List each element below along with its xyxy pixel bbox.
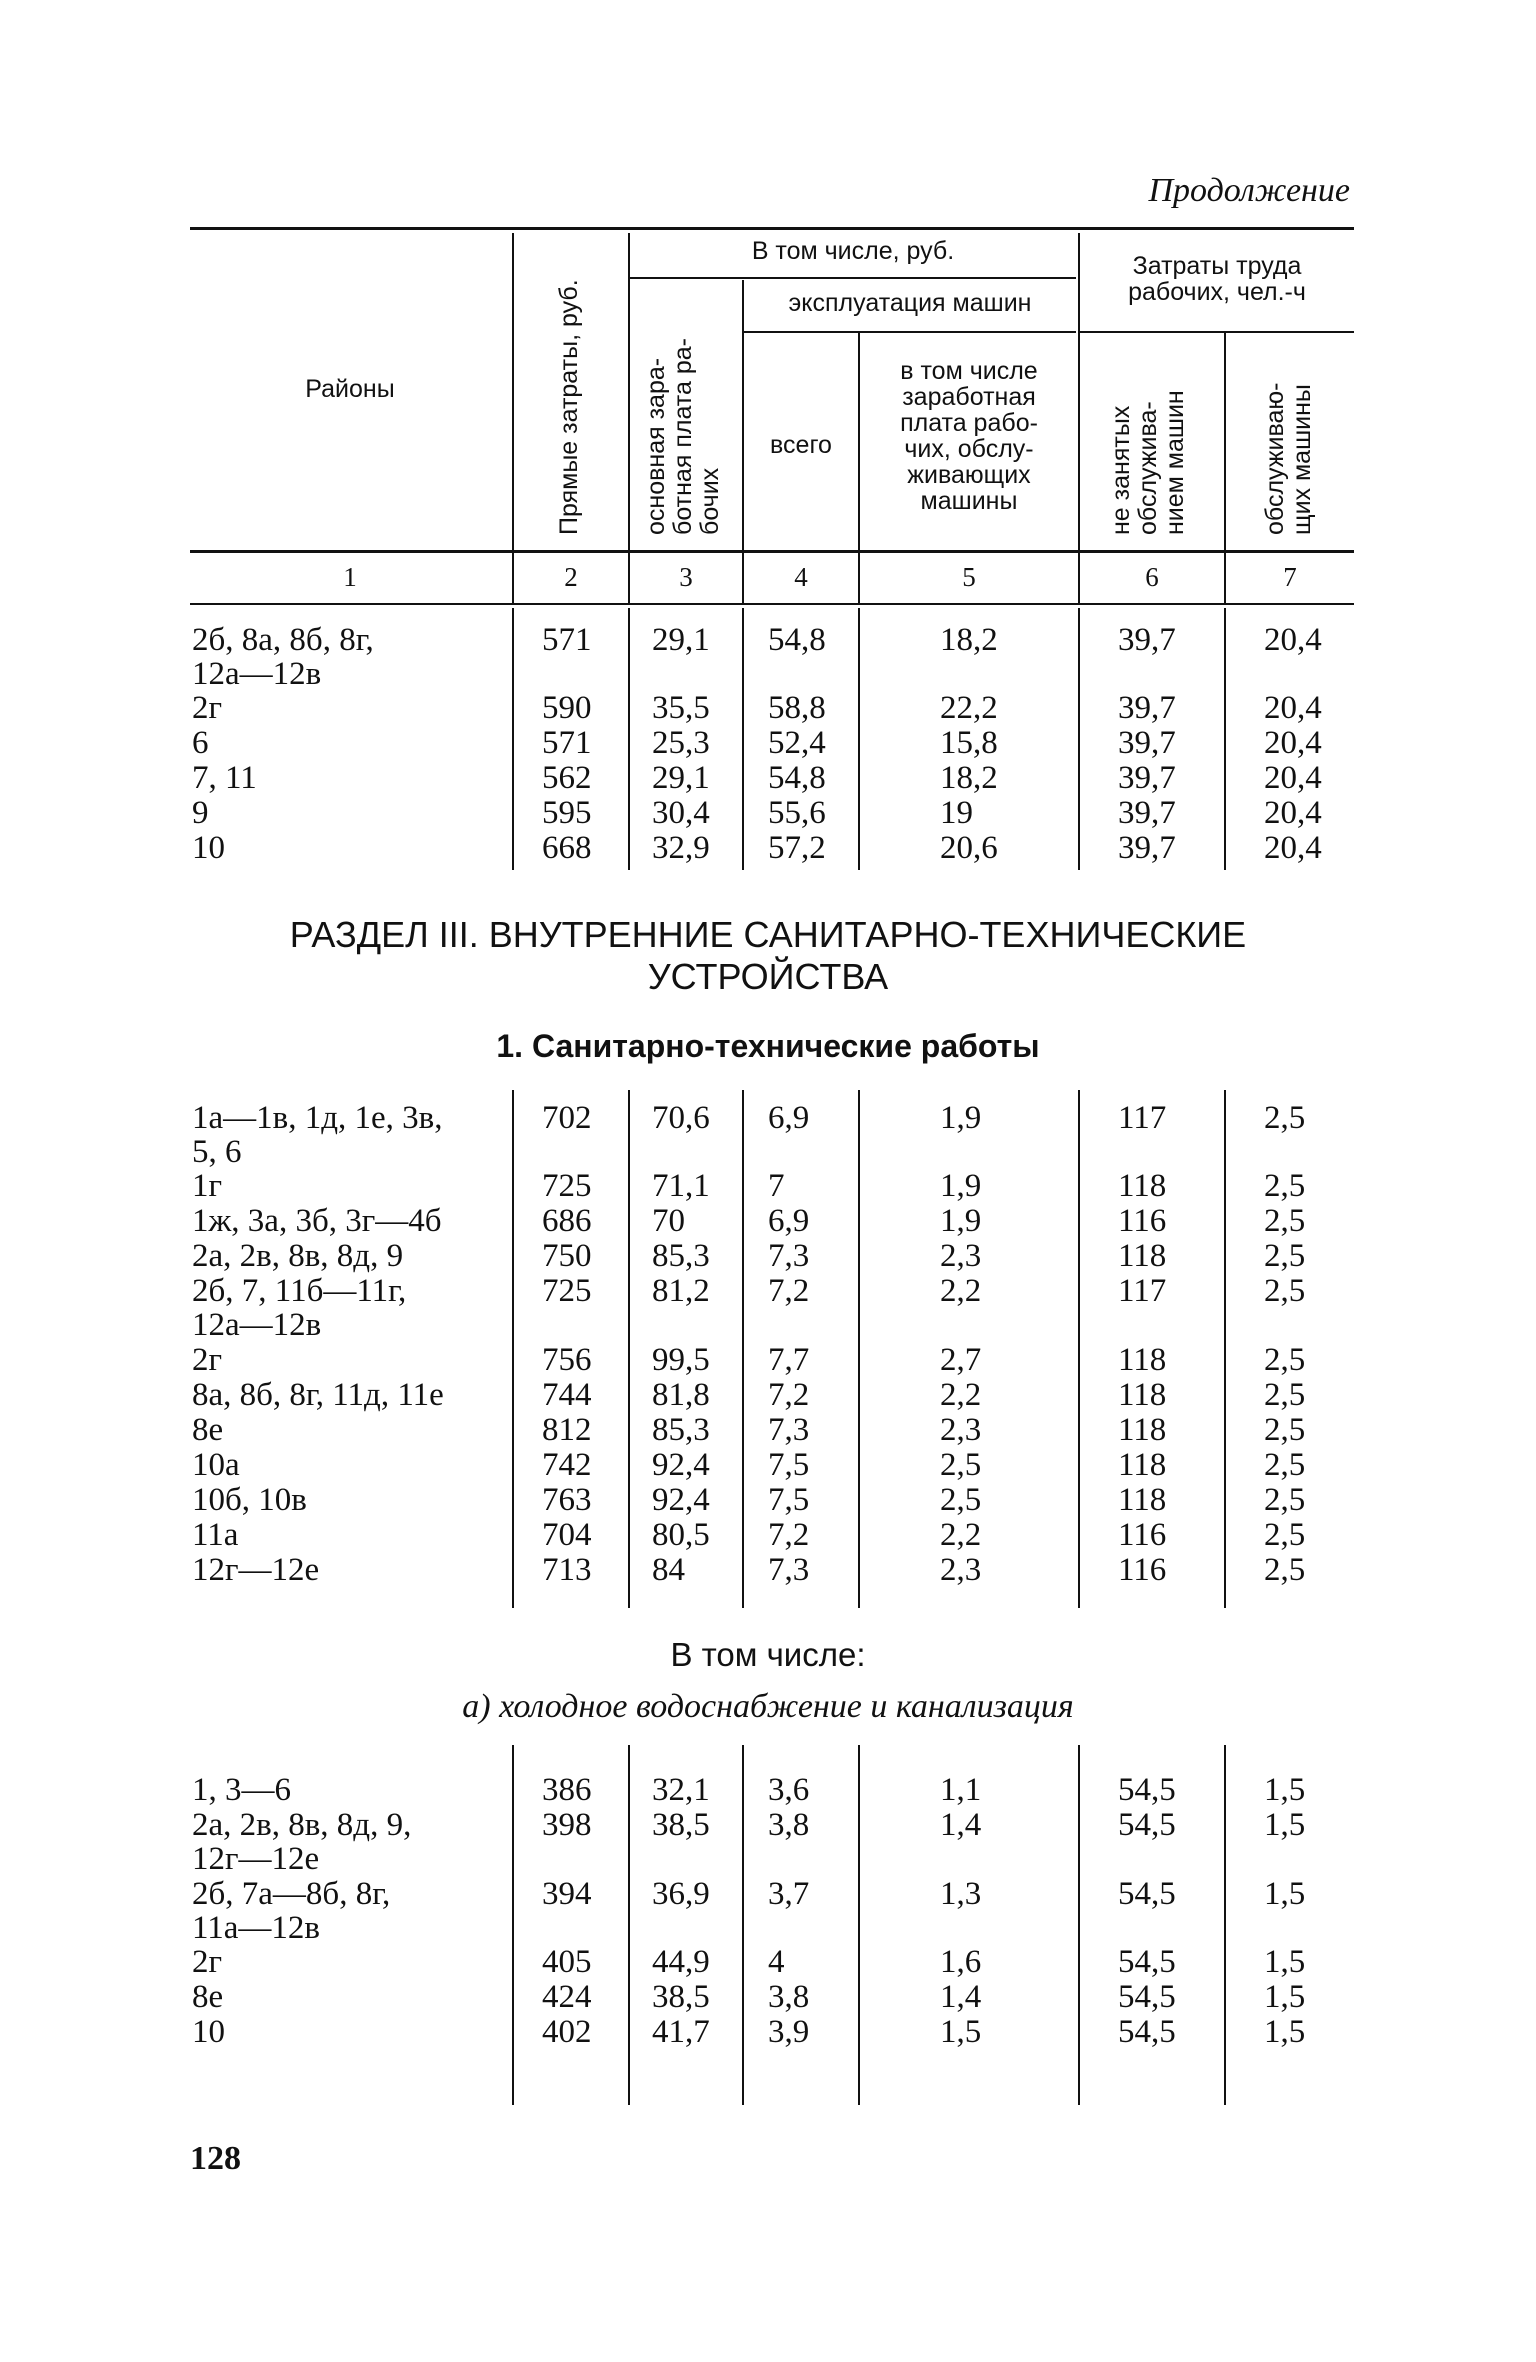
region-cell: 8а, 8б, 8г, 11д, 11е [192,1377,444,1413]
value-cell: 3,6 [768,1772,810,1808]
value-cell: 2,5 [1264,1168,1306,1204]
table-row [0,1979,1536,2015]
value-cell: 32,9 [652,830,710,866]
value-cell: 3,8 [768,1979,810,2015]
value-cell: 54,5 [1118,1979,1176,2015]
value-cell: 7,2 [768,1273,810,1309]
value-cell: 1,3 [940,1876,982,1912]
region-cell: 2б, 7, 11б—11г, [192,1273,407,1309]
value-cell: 39,7 [1118,725,1176,761]
region-cell: 2б, 7а—8б, 8г, [192,1876,391,1912]
value-cell: 20,4 [1264,690,1322,726]
value-cell: 22,2 [940,690,998,726]
colnum-6: 6 [1145,562,1159,592]
region-cell: 10 [192,2014,225,2050]
value-cell: 41,7 [652,2014,710,2050]
region-cell: 8е [192,1979,224,2015]
continuation-label: Продолжение [1148,172,1350,209]
value-cell: 36,9 [652,1876,710,1912]
value-cell: 2,2 [940,1273,982,1309]
value-cell: 1,5 [1264,1807,1306,1843]
region-cell: 6 [192,725,209,761]
value-cell: 39,7 [1118,760,1176,796]
value-cell: 2,7 [940,1342,982,1378]
value-cell: 25,3 [652,725,710,761]
value-cell: 55,6 [768,795,826,831]
table-row [0,1552,1536,1588]
table-row [0,1342,1536,1378]
value-cell: 750 [542,1238,592,1274]
value-cell: 590 [542,690,592,726]
region-cell: 2а, 2в, 8в, 8д, 9 [192,1238,404,1274]
table-row [0,1944,1536,1980]
value-cell: 2,5 [1264,1203,1306,1239]
value-cell: 1,5 [1264,1944,1306,1980]
value-cell: 1,5 [1264,2014,1306,2050]
value-cell: 2,2 [940,1517,982,1553]
header-not-serving: не занятых обслужива- нием машин [1107,390,1189,535]
value-cell: 39,7 [1118,622,1176,658]
region-cell: 12а—12в [192,1307,322,1343]
table-row [0,1807,1536,1843]
value-cell: 54,5 [1118,1944,1176,1980]
table-row-cont [0,1307,1536,1343]
value-cell: 1,4 [940,1979,982,2015]
value-cell: 1,4 [940,1807,982,1843]
value-cell: 118 [1118,1447,1167,1483]
region-cell: 12г—12е [192,1552,320,1588]
region-cell: 10 [192,830,225,866]
value-cell: 7,3 [768,1412,810,1448]
value-cell: 2,5 [1264,1377,1306,1413]
value-cell: 29,1 [652,760,710,796]
table-row [0,1377,1536,1413]
value-cell: 2,2 [940,1377,982,1413]
table-row [0,622,1536,658]
value-cell: 118 [1118,1412,1167,1448]
value-cell: 118 [1118,1238,1167,1274]
value-cell: 38,5 [652,1979,710,2015]
table-row-cont [0,1910,1536,1946]
value-cell: 1,5 [1264,1772,1306,1808]
value-cell: 562 [542,760,592,796]
value-cell: 704 [542,1517,592,1553]
value-cell: 2,5 [1264,1517,1306,1553]
value-cell: 54,8 [768,760,826,796]
value-cell: 15,8 [940,725,998,761]
value-cell: 52,4 [768,725,826,761]
region-cell: 9 [192,795,209,831]
region-cell: 2а, 2в, 8в, 8д, 9, [192,1807,412,1843]
value-cell: 2,5 [1264,1100,1306,1136]
value-cell: 54,5 [1118,1772,1176,1808]
value-cell: 116 [1118,1552,1167,1588]
header-labor-costs: Затраты труда рабочих, чел.-ч [1128,252,1306,306]
value-cell: 81,8 [652,1377,710,1413]
value-cell: 20,4 [1264,795,1322,831]
table-row [0,1100,1536,1136]
value-cell: 394 [542,1876,592,1912]
colnum-7: 7 [1283,562,1297,592]
value-cell: 57,2 [768,830,826,866]
value-cell: 117 [1118,1273,1167,1309]
table-row [0,2014,1536,2050]
value-cell: 118 [1118,1168,1167,1204]
value-cell: 1,6 [940,1944,982,1980]
region-cell: 2г [192,1342,223,1378]
value-cell: 2,5 [1264,1238,1306,1274]
including-rule [630,277,1076,279]
value-cell: 80,5 [652,1517,710,1553]
region-cell: 2г [192,1944,223,1980]
value-cell: 2,5 [940,1447,982,1483]
table-row [0,1238,1536,1274]
value-cell: 20,4 [1264,725,1322,761]
value-cell: 2,3 [940,1412,982,1448]
value-cell: 85,3 [652,1412,710,1448]
table-row [0,830,1536,866]
value-cell: 29,1 [652,622,710,658]
subsection-a-title: а) холодное водоснабжение и канализация [462,1688,1074,1725]
value-cell: 6,9 [768,1100,810,1136]
value-cell: 92,4 [652,1447,710,1483]
region-cell: 12г—12е [192,1841,320,1877]
value-cell: 32,1 [652,1772,710,1808]
value-cell: 424 [542,1979,592,2015]
value-cell: 20,6 [940,830,998,866]
region-cell: 8е [192,1412,224,1448]
value-cell: 99,5 [652,1342,710,1378]
subsection-title: 1. Санитарно-технические работы [496,1028,1040,1064]
section-title-line-1: РАЗДЕЛ III. ВНУТРЕННИЕ САНИТАРНО-ТЕХНИЧЕСКИЕ [289,914,1247,955]
region-cell: 5, 6 [192,1134,242,1170]
value-cell: 116 [1118,1517,1167,1553]
value-cell: 7 [768,1168,785,1204]
value-cell: 7,5 [768,1482,810,1518]
region-cell: 11а [192,1517,239,1553]
value-cell: 2,5 [1264,1482,1306,1518]
value-cell: 71,1 [652,1168,710,1204]
region-cell: 10а [192,1447,240,1483]
region-cell: 1г [192,1168,223,1204]
header-vline-1 [512,233,514,603]
colnum-4: 4 [794,562,808,592]
value-cell: 2,3 [940,1238,982,1274]
value-cell: 1,9 [940,1100,982,1136]
table-row [0,760,1536,796]
header-base-wages: основная зара- ботная плата ра- бочих [642,338,724,535]
table-row [0,1447,1536,1483]
value-cell: 84 [652,1552,685,1588]
table-row-cont [0,656,1536,692]
value-cell: 1,5 [1264,1876,1306,1912]
value-cell: 6,9 [768,1203,810,1239]
value-cell: 18,2 [940,622,998,658]
table-row [0,1772,1536,1808]
value-cell: 7,3 [768,1238,810,1274]
value-cell: 118 [1118,1377,1167,1413]
table-row [0,1876,1536,1912]
header-including-rub: В том числе, руб. [751,237,955,265]
page-number: 128 [190,2140,241,2177]
value-cell: 398 [542,1807,592,1843]
region-cell: 12а—12в [192,656,322,692]
colnum-3: 3 [679,562,693,592]
value-cell: 2,5 [1264,1412,1306,1448]
table-row [0,1482,1536,1518]
section-title-line-2: УСТРОЙСТВА [647,956,889,997]
value-cell: 571 [542,725,592,761]
value-cell: 54,5 [1118,1807,1176,1843]
value-cell: 595 [542,795,592,831]
value-cell: 3,7 [768,1876,810,1912]
table-row [0,1517,1536,1553]
table-row [0,1203,1536,1239]
including-heading: В том числе: [670,1636,866,1673]
colnum-1: 1 [343,562,357,592]
value-cell: 7,7 [768,1342,810,1378]
region-cell: 1а—1в, 1д, 1е, 3в, [192,1100,443,1136]
header-top-rule [190,227,1354,230]
table-row [0,1273,1536,1309]
value-cell: 571 [542,622,592,658]
header-including-wages: в том числе заработная плата рабо- чих, обслу- живающих машины [900,357,1038,515]
value-cell: 39,7 [1118,830,1176,866]
value-cell: 668 [542,830,592,866]
value-cell: 812 [542,1412,592,1448]
region-cell: 11а—12в [192,1910,321,1946]
value-cell: 405 [542,1944,592,1980]
value-cell: 4 [768,1944,785,1980]
labor-rule [1080,331,1354,333]
table-row [0,1412,1536,1448]
value-cell: 54,5 [1118,1876,1176,1912]
value-cell: 686 [542,1203,592,1239]
value-cell: 54,8 [768,622,826,658]
value-cell: 70,6 [652,1100,710,1136]
value-cell: 386 [542,1772,592,1808]
value-cell: 20,4 [1264,830,1322,866]
value-cell: 1,9 [940,1203,982,1239]
table-row-cont [0,1841,1536,1877]
value-cell: 7,2 [768,1377,810,1413]
value-cell: 2,5 [940,1482,982,1518]
value-cell: 44,9 [652,1944,710,1980]
value-cell: 19 [940,795,973,831]
value-cell: 7,5 [768,1447,810,1483]
value-cell: 702 [542,1100,592,1136]
region-cell: 1ж, 3а, 3б, 3г—4б [192,1203,442,1239]
value-cell: 85,3 [652,1238,710,1274]
table-row [0,725,1536,761]
value-cell: 402 [542,2014,592,2050]
value-cell: 2,5 [1264,1447,1306,1483]
value-cell: 2,5 [1264,1552,1306,1588]
table-row [0,690,1536,726]
value-cell: 725 [542,1273,592,1309]
header-bottom-rule [190,550,1354,553]
value-cell: 7,3 [768,1552,810,1588]
value-cell: 81,2 [652,1273,710,1309]
value-cell: 35,5 [652,690,710,726]
header-serving: обслуживаю- щих машины [1261,382,1316,535]
value-cell: 3,8 [768,1807,810,1843]
value-cell: 2,5 [1264,1342,1306,1378]
value-cell: 116 [1118,1203,1167,1239]
value-cell: 20,4 [1264,622,1322,658]
value-cell: 7,2 [768,1517,810,1553]
region-cell: 10б, 10в [192,1482,307,1518]
value-cell: 1,5 [1264,1979,1306,2015]
header-total: всего [770,431,832,459]
value-cell: 725 [542,1168,592,1204]
header-machine-operation: эксплуатация машин [788,289,1032,317]
region-cell: 7, 11 [192,760,257,796]
value-cell: 18,2 [940,760,998,796]
machine-rule [744,331,1076,333]
value-cell: 54,5 [1118,2014,1176,2050]
region-cell: 1, 3—6 [192,1772,291,1808]
value-cell: 3,9 [768,2014,810,2050]
table-row-cont [0,1134,1536,1170]
value-cell: 30,4 [652,795,710,831]
value-cell: 58,8 [768,690,826,726]
colnum-2: 2 [564,562,578,592]
value-cell: 1,9 [940,1168,982,1204]
header-direct-costs: Прямые затраты, руб. [555,279,583,535]
header-vline-2 [628,233,630,603]
value-cell: 92,4 [652,1482,710,1518]
value-cell: 1,1 [940,1772,982,1808]
value-cell: 39,7 [1118,690,1176,726]
value-cell: 70 [652,1203,685,1239]
table-row [0,795,1536,831]
value-cell: 744 [542,1377,592,1413]
table-row [0,1168,1536,1204]
colnum-bottom-rule [190,603,1354,605]
value-cell: 39,7 [1118,795,1176,831]
value-cell: 763 [542,1482,592,1518]
region-cell: 2г [192,690,223,726]
value-cell: 742 [542,1447,592,1483]
value-cell: 713 [542,1552,592,1588]
region-cell: 2б, 8а, 8б, 8г, [192,622,374,658]
value-cell: 117 [1118,1100,1167,1136]
value-cell: 2,3 [940,1552,982,1588]
value-cell: 756 [542,1342,592,1378]
value-cell: 2,5 [1264,1273,1306,1309]
value-cell: 20,4 [1264,760,1322,796]
value-cell: 118 [1118,1482,1167,1518]
header-regions: Районы [305,375,395,403]
value-cell: 118 [1118,1342,1167,1378]
value-cell: 1,5 [940,2014,982,2050]
colnum-5: 5 [962,562,976,592]
value-cell: 38,5 [652,1807,710,1843]
